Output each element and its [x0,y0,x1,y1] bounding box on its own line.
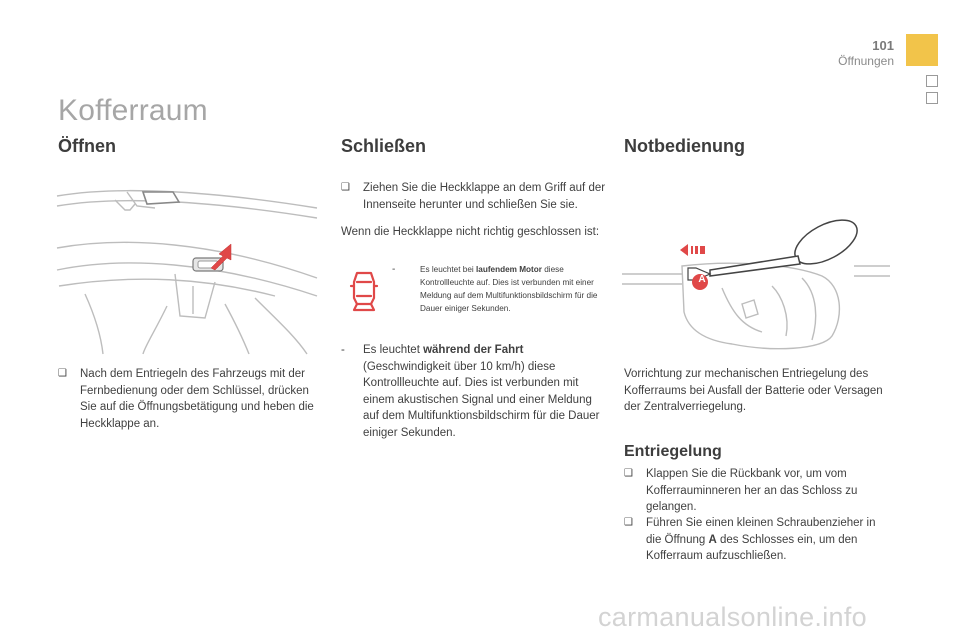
warning-driving-prefix: Es leuchtet [363,344,424,356]
close-instruction [341,180,625,213]
unlock-step-2 [624,515,890,565]
open-instruction-text: Nach dem Entriegeln des Fahrzeugs mit der Fernbedienung oder dem Schlüssel, drücken Sie auf die Öffnungsbetätigung und heben die Heckklappe an. [80,368,314,430]
warning-stationary-prefix: Es leuchtet bei [420,265,476,274]
checkbox-bullet-icon: ❑ [58,368,67,379]
checkbox-bullet-icon: ❑ [624,517,633,528]
warning-driving [341,342,603,441]
warning-stationary [392,263,607,315]
label-a: A [698,274,706,285]
unlock-step-2-suffix: des Schlosses ein, um den Kofferraum aufzuschließen. [646,533,858,562]
warning-stationary-bold: laufendem Motor [475,265,542,274]
warning-driving-bold: während der Fahrt [423,344,524,356]
close-instruction-text: Ziehen Sie die Heckklappe an dem Griff auf der Innenseite herunter und schließen Sie sie. [363,182,606,211]
unlock-step-1 [624,466,890,516]
chapter-title: Öffnungen [838,54,894,68]
chapter-marker-box [926,75,938,87]
unlock-step-2-prefix: Führen Sie einen kleinen Schraubenzieher in die Öffnung [646,517,876,546]
page-number: 101 [872,38,894,53]
emergency-release-illustration [622,216,890,356]
dash-stationary: - [392,264,396,275]
page-title: Kofferraum [58,94,208,127]
checkbox-bullet-icon: ❑ [624,468,633,479]
tailgate-opening-illustration [55,186,323,356]
heading-open: Öffnen [58,136,116,156]
chapter-marker-box [926,92,938,104]
chapter-tab[interactable] [906,34,938,66]
warning-driving-suffix: (Geschwindigkeit über 10 km/h) diese Kontrollleuchte auf. Dies ist verbunden mit einem akustischen Signal und einer Meldung auf dem Multifunktionsbildschirm für die Dauer einiger Sekunden. [363,360,600,439]
heading-unlock: Entriegelung [624,443,722,460]
close-condition: Wenn die Heckklappe nicht richtig geschlossen ist: [341,226,600,238]
heading-close: Schließen [341,136,427,156]
unlock-step-1-text: Klappen Sie die Rückbank vor, um vom Kofferrauminneren her an das Schloss zu gelangen. [646,468,858,513]
heading-emergency: Notbedienung [624,136,745,156]
warning-stationary-suffix: diese Kontrollleuchte auf. Dies ist verbunden mit einer Meldung auf dem Multifunktionsbildschirm für die Dauer einiger Sekunden. [420,265,598,313]
open-instruction [58,366,320,432]
tailgate-open-warning-icon [348,268,380,312]
emergency-description: Vorrichtung zur mechanischen Entriegelung des Kofferraums bei Ausfall der Batterie oder Versagen der Zentralverriegelung. [624,368,883,413]
dash-driving: - [341,344,345,356]
unlock-step-2-bold: A [708,533,717,546]
checkbox-bullet-icon: ❑ [341,182,350,193]
watermark: carmanualsonline.info [598,602,867,632]
